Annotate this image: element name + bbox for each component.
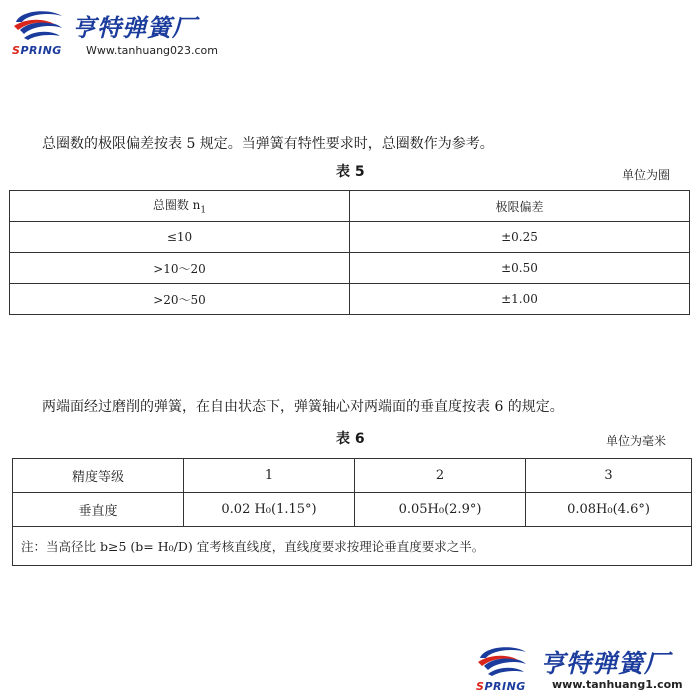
table6 xyxy=(12,458,692,566)
table-header-row xyxy=(10,191,690,222)
table-row xyxy=(10,253,690,284)
spring-logo-icon xyxy=(10,8,68,42)
table-cell: >20～50 xyxy=(10,284,350,315)
brand-logo-bottom xyxy=(474,642,696,694)
table-cell: ≤10 xyxy=(10,222,350,253)
website-url-top[interactable]: Www.tanhuang023.com xyxy=(86,44,219,57)
company-name: 亨特弹簧厂 xyxy=(72,14,197,42)
table-cell: 0.08H₀(4.6°) xyxy=(526,493,692,527)
table-header-cell: 极限偏差 xyxy=(350,191,690,222)
table-row xyxy=(10,222,690,253)
table-cell: ±0.50 xyxy=(350,253,690,284)
table-header-cell: 2 xyxy=(355,459,526,493)
table-cell: 0.02 H₀(1.15°) xyxy=(184,493,355,527)
table-cell: 垂直度 xyxy=(13,493,184,527)
table-header-cell: 3 xyxy=(526,459,692,493)
table6-caption: 表 6 xyxy=(336,431,365,447)
table5-unit: 单位为圈 xyxy=(622,168,671,182)
brand-logo-top xyxy=(10,6,240,58)
table5-caption: 表 5 xyxy=(336,164,365,180)
table-cell: >10～20 xyxy=(10,253,350,284)
table-note-row xyxy=(13,527,692,566)
paragraph-coil-count: 总圈数的极限偏差按表 5 规定。当弹簧有特性要求时，总圈数作为参考。 xyxy=(42,136,494,152)
table-header-cell: 精度等级 xyxy=(13,459,184,493)
table5 xyxy=(9,190,690,315)
table-cell: 0.05H₀(2.9°) xyxy=(355,493,526,527)
table-header-cell: 总圈数 $n_1$ xyxy=(10,191,350,222)
table-row xyxy=(13,493,692,527)
spring-wordmark: SPRING xyxy=(476,680,526,693)
paragraph-perpendicularity: 两端面经过磨削的弹簧，在自由状态下，弹簧轴心对两端面的垂直度按表 6 的规定。 xyxy=(42,399,564,415)
website-url-bottom[interactable]: www.tanhuang1.com xyxy=(552,678,683,691)
table6-unit: 单位为毫米 xyxy=(606,434,667,448)
spring-logo-icon xyxy=(474,644,532,678)
table-header-row xyxy=(13,459,692,493)
table-cell: ±0.25 xyxy=(350,222,690,253)
table-header-cell: 1 xyxy=(184,459,355,493)
company-name: 亨特弹簧厂 xyxy=(540,649,671,678)
spring-wordmark: SPRING xyxy=(12,44,62,57)
table-note: 注：当高径比 b≥5 (b= H₀/D) 宜考核直线度，直线度要求按理论垂直度要求之半。 xyxy=(13,527,692,566)
table-cell: ±1.00 xyxy=(350,284,690,315)
table-row xyxy=(10,284,690,315)
